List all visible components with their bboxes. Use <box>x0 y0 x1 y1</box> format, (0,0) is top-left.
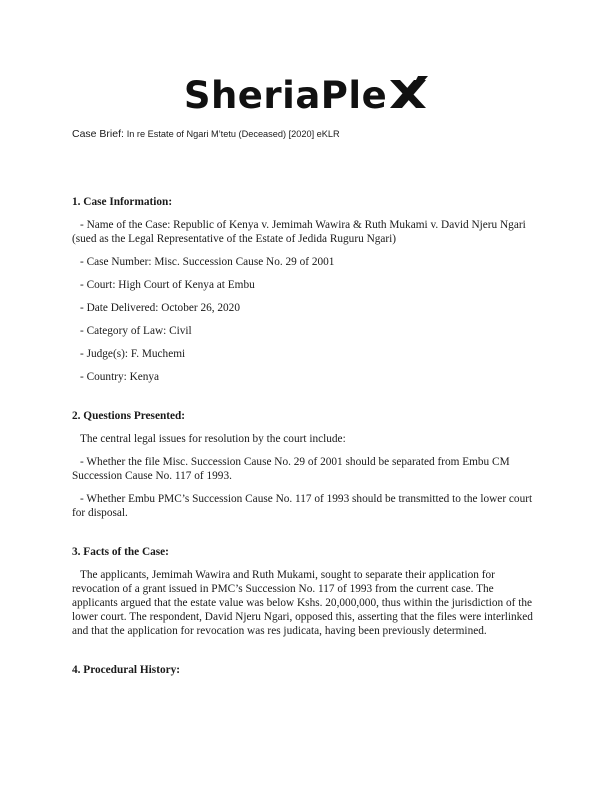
logo-text: SheriaPle <box>183 74 388 117</box>
case-date: - Date Delivered: October 26, 2020 <box>80 302 240 314</box>
x-logo-icon <box>388 74 428 114</box>
question-item-1: - Whether the file Misc. Succession Cause No. 29 of 2001 should be separated from Embu CM Succession Cause No. 117 of 1993. <box>72 456 510 482</box>
brief-case-title: In re Estate of Ngari M’tetu (Deceased) [2020] eKLR <box>126 129 340 139</box>
document-body <box>72 195 542 686</box>
case-category: - Category of Law: Civil <box>80 325 192 337</box>
case-brief-title <box>72 128 340 140</box>
case-court: - Court: High Court of Kenya at Embu <box>80 279 255 291</box>
brief-prefix: Case Brief: <box>72 128 124 140</box>
questions-intro: The central legal issues for resolution by the court include: <box>80 433 346 445</box>
question-item-2: - Whether Embu PMC’s Succession Cause No. 117 of 1993 should be transmitted to the lower court for disposal. <box>72 493 533 519</box>
facts-paragraph: The applicants, Jemimah Wawira and Ruth Mukami, sought to separate their application for revocation of a grant issued in PMC’s Succession No. 117 of 1993 from the current case. The applicants argued that the estate value was below Kshs. 20,000,000, thus within the jurisdiction of the lower court. The respondent, David Njeru Ngari, opposed this, asserting that the files were interlinked and that the application for revocation was res judicata, having been previously determined. <box>72 569 533 637</box>
section-heading-procedural-history: 4. Procedural History: <box>72 664 181 676</box>
case-number: - Case Number: Misc. Succession Cause No. 29 of 2001 <box>80 256 335 268</box>
section-heading-questions: 2. Questions Presented: <box>72 410 186 422</box>
sheriaplex-logo <box>0 74 612 122</box>
case-judges: - Judge(s): F. Muchemi <box>80 348 186 360</box>
case-name: - Name of the Case: Republic of Kenya v. Jemimah Wawira & Ruth Mukami v. David Njeru Ngari (sued as the Legal Representative of the Estate of Jedida Ruguru Ngari) <box>72 219 526 245</box>
case-country: - Country: Kenya <box>80 371 160 383</box>
section-heading-case-information: 1. Case Information: <box>72 196 173 208</box>
section-heading-facts: 3. Facts of the Case: <box>72 546 169 558</box>
